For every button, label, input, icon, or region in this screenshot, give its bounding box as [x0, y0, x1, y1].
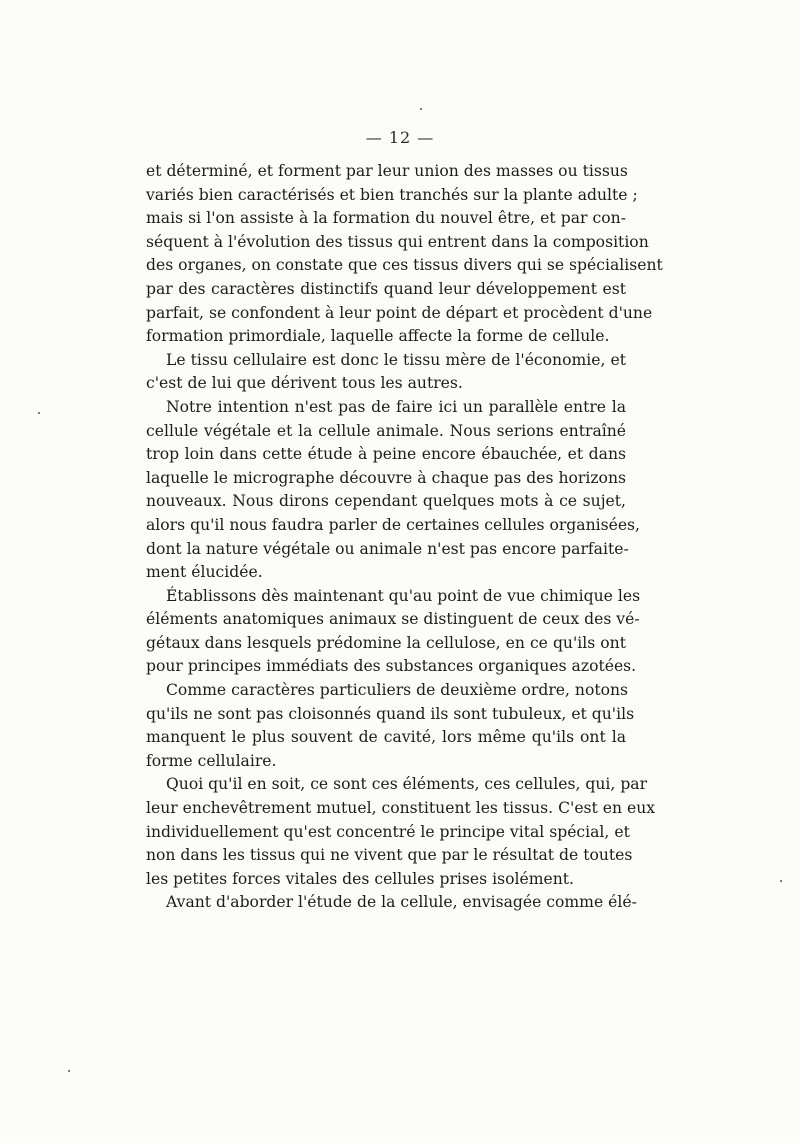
text-line: nouveaux. Nous dirons cependant quelques mots à ce sujet,	[146, 492, 626, 511]
text-line: mais si l'on assiste à la formation du nouvel être, et par con-	[146, 209, 626, 228]
text-line: gétaux dans lesquels prédomine la cellulose, en ce qu'ils ont	[146, 633, 626, 652]
text-line: manquent le plus souvent de cavité, lors même qu'ils ont la	[146, 728, 626, 747]
body-text	[146, 160, 663, 915]
text-line: Comme caractères particuliers de deuxième ordre, notons	[166, 681, 629, 700]
scan-speck	[420, 108, 422, 110]
text-line: parfait, se confondent à leur point de départ et procèdent d'une	[146, 303, 653, 322]
text-line: Avant d'aborder l'étude de la cellule, envisagée comme élé-	[166, 893, 637, 912]
text-line: Établissons dès maintenant qu'au point de vue chimique les	[166, 586, 641, 605]
text-line: ment élucidée.	[146, 563, 263, 582]
scan-speck	[68, 1070, 70, 1072]
text-line: variés bien caractérisés et bien tranchés sur la plante adulte ;	[146, 185, 638, 204]
scan-speck	[780, 880, 782, 882]
scan-speck	[38, 412, 40, 414]
text-line: par des caractères distinctifs quand leur développement est	[146, 279, 626, 298]
text-line: individuellement qu'est concentré le principe vital spécial, et	[146, 822, 630, 841]
text-line: Quoi qu'il en soit, ce sont ces éléments, ces cellules, qui, par	[166, 775, 648, 794]
text-line: des organes, on constate que ces tissus divers qui se spécialisent	[146, 256, 663, 275]
text-line: alors qu'il nous faudra parler de certaines cellules organisées,	[146, 515, 641, 534]
text-line: laquelle le micrographe découvre à chaque pas des horizons	[146, 468, 626, 487]
text-line: qu'ils ne sont pas cloisonnés quand ils sont tubuleux, et qu'ils	[146, 704, 635, 723]
text-line: forme cellulaire.	[146, 751, 277, 770]
text-line: séquent à l'évolution des tissus qui entrent dans la composition	[146, 232, 649, 251]
text-line: pour principes immédiats des substances organiques azotées.	[146, 657, 637, 676]
text-line: Le tissu cellulaire est donc le tissu mère de l'économie, et	[166, 350, 626, 369]
text-line: formation primordiale, laquelle affecte la forme de cellule.	[146, 327, 610, 346]
page-number: — 12 —	[365, 128, 435, 147]
text-line: trop loin dans cette étude à peine encore ébauchée, et dans	[146, 445, 626, 464]
text-line: éléments anatomiques animaux se distinguent de ceux des vé-	[146, 610, 640, 629]
text-line: Notre intention n'est pas de faire ici un parallèle entre la	[166, 397, 626, 416]
text-line: les petites forces vitales des cellules prises isolément.	[146, 869, 574, 888]
text-line: c'est de lui que dérivent tous les autres.	[146, 374, 463, 393]
text-line: non dans les tissus qui ne vivent que par le résultat de toutes	[146, 846, 633, 865]
text-line: et déterminé, et forment par leur union des masses ou tissus	[146, 162, 628, 180]
text-line: dont la nature végétale ou animale n'est pas encore parfaite-	[146, 539, 629, 558]
text-line: cellule végétale et la cellule animale. Nous serions entraîné	[146, 421, 626, 440]
text-line: leur enchevêtrement mutuel, constituent les tissus. C'est en eux	[146, 799, 656, 818]
